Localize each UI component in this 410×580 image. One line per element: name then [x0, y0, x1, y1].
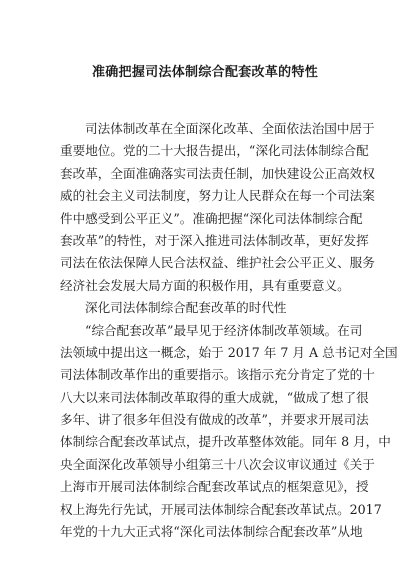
text-line: 司法在依法保障人民合法权益、维护社会公平正义、服务: [60, 255, 375, 271]
text-line: 司法体制改革在全面深化改革、全面依法治国中居于: [85, 121, 375, 136]
text-line: 件中感受到公平正义”。准确把握“深化司法体制综合配: [60, 210, 363, 226]
text-line: 套改革，全面准确落实司法责任制，加快建设公正高效权: [60, 165, 375, 181]
document-body: [60, 118, 398, 543]
text-line: 多年、讲了很多年但没有做成的改革”，并要求开展司法: [60, 412, 369, 428]
text-line: 威的社会主义司法制度，努力让人民群众在每一个司法案: [60, 188, 375, 204]
text-line: 年党的十九大正式将“深化司法体制综合配套改革”从地: [60, 524, 363, 540]
text-line: 司法体制改革作出的重要指示。该指示充分肯定了党的十: [60, 367, 375, 383]
text-line: 经济社会发展大局方面的积极作用，具有重要意义。: [60, 277, 350, 293]
text-line: 八大以来司法体制改革取得的重大成就，“做成了想了很: [60, 389, 369, 405]
text-line: 上海市开展司法体制综合配套改革试点的框架意见》，授: [60, 479, 369, 495]
text-line: 体制综合配套改革试点，提升改革整体效能。同年 8 月，中: [60, 434, 391, 450]
text-line: 重要地位。党的二十大报告提出，“深化司法体制综合配: [60, 143, 369, 159]
text-line: 权上海先行先试，开展司法体制综合配套改革试点。2017: [60, 501, 382, 517]
text-line: 套改革”的特性，对于深入推进司法体制改革，更好发挥: [60, 232, 369, 248]
document-title: 准确把握司法体制综合配套改革的特性: [91, 65, 319, 80]
text-line: “综合配套改革”最早见于经济体制改革领域。在司: [85, 322, 363, 338]
text-line: 央全面深化改革领导小组第三十八次会议审议通过《关于: [60, 456, 375, 472]
text-line: 深化司法体制综合配套改革的时代性: [85, 300, 287, 316]
text-line: 法领域中提出这一概念，始于 2017 年 7 月 A 总书记对全国: [60, 344, 398, 360]
